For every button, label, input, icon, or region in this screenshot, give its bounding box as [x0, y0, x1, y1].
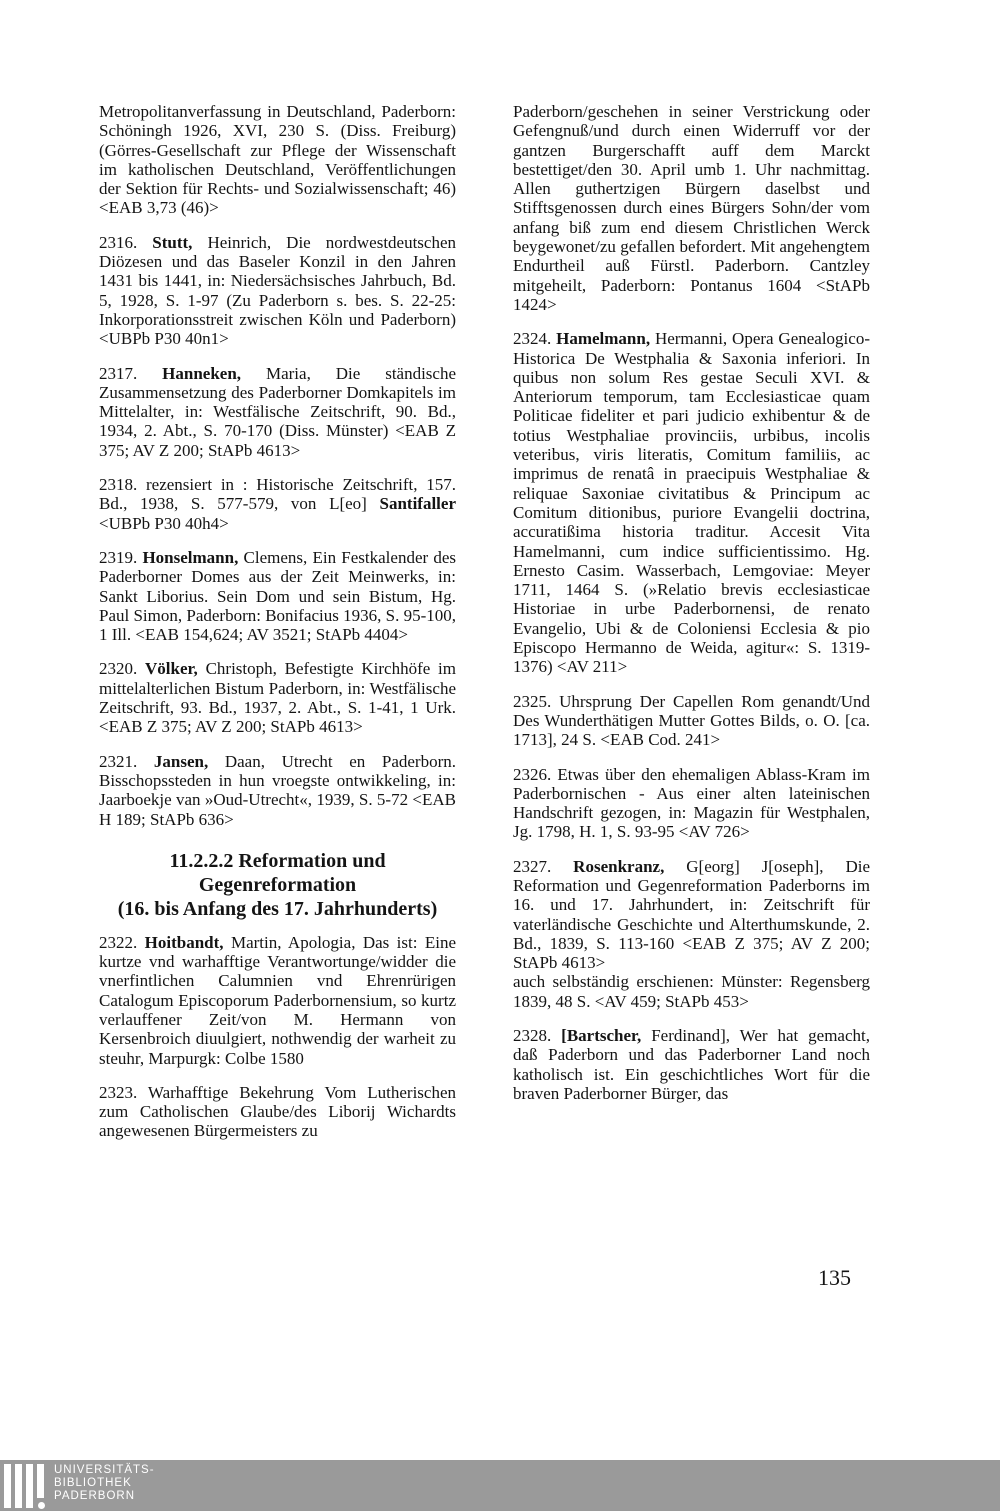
right-column	[513, 102, 870, 1118]
entry-author: Völker,	[145, 659, 198, 679]
library-name	[54, 1464, 155, 1503]
entry-author: Stutt,	[152, 232, 193, 252]
entry-number: 2328.	[513, 1026, 552, 1046]
entry-2319	[99, 548, 456, 644]
entry-2317	[99, 364, 456, 460]
section-heading-line: 11.2.2.2 Reformation und	[169, 849, 386, 872]
entry-2325	[513, 692, 870, 750]
entry-number: 2326.	[513, 764, 552, 784]
entry-text: Hermanni, Opera Genealogico-Historica De Westphalia & Saxonia inferiori. In quibus non solum Res gestae Seculi XVI. & Anteriorum temporum, tam Ecclesiasticae quam Politicae fideliter et pari judicio exhibentur & de totius Westphaliae provinciis, urbibus, incolis veteribus, viris literatis, Comitum familiis, ac imprimus de renatâ in praecipuis Westphaliae & reliquae Saxoniae civitatibus & Principum ac Comitum ditionibus, puriore Evangelii doctrina, accuratißima historia traditur. Accesit Vita Hamelmanni, cum indice sufficientissimo. Hg. Ernesto Casim. Wasserbach, Lemgoviae: Meyer 1711, 1464 S. (»Relatio brevis ecclesiasticae Historiae in urbe Paderbornensi, de renato Evangelio, Ubi & de Coloniensi Ecclesia & pio Episcopo Hermanno de Weida, agitur«: S. 1319-1376) <AV 211>	[513, 329, 870, 677]
entry-author: Jansen,	[153, 751, 209, 771]
entry-2326	[513, 765, 870, 842]
entry-text: Martin, Apologia, Das ist: Eine kurtze vnd warhafftige Verantwortunge/widder die vnerfintlichen Calumnien vnd Ehrenrürigen Catalogum Episcoporum Paderbornensium, so kurtz verlauffener Zeit/von M. Hermann von Kersenbroich diuulgiert, nothwendig der warheit zu steuhr, Marpurgk: Colbe 1580	[99, 932, 457, 1068]
entry-2316	[99, 233, 456, 349]
entry-text: Heinrich, Die nordwestdeutschen Diözesen und das Baseler Konzil in den Jahren 1431 bis 1441, in: Niedersächsisches Jahrbuch, Bd. 5, 1928, S. 1-97 (Zu Paderborn s. bes. S. 22-25: Inkorporationsstreit zwischen Köln und Paderborn) <UBPb P30 40n1>	[99, 232, 457, 349]
entry-text: Ferdinand], Wer hat gemacht, daß Paderborn und das Paderborner Land noch katholisch ist. Ein geschichtliches Wort für die braven Paderborner Bürger, das	[513, 1026, 870, 1103]
entry-intro	[99, 102, 456, 218]
entry-text: Christoph, Befestigte Kirchhöfe im mittelalterlichen Bistum Paderborn, in: Westfälische Zeitschrift, 93. Bd., 1937, 2. Abt., S. 1-41, 1 Urk. <EAB Z 375; AV Z 200; StAPb 4613>	[99, 659, 456, 737]
entry-author: Rosenkranz,	[573, 856, 665, 876]
library-footer	[0, 1460, 1000, 1511]
entry-number: 2317.	[99, 363, 138, 383]
entry-number: 2316.	[99, 232, 138, 252]
left-column	[99, 102, 456, 1156]
entry-2327	[513, 857, 870, 1011]
library-name-line: PADERBORN	[54, 1490, 135, 1502]
entry-number: 2318.	[99, 475, 138, 495]
page-number: 135	[818, 1265, 851, 1290]
entry-text: Clemens, Ein Festkalender des Paderborner Domes aus der Zeit Meinwerks, in: Sankt Liborius. Sein Dom und sein Bistum, Hg. Paul Simon, Paderborn: Bonifacius 1936, S. 95-100, 1 Ill. <EAB 154,624; AV 3521; StAPb 4404>	[99, 547, 457, 645]
entry-text: Paderborn/geschehen in seiner Verstrickung oder Gefengnuß/und durch einen Widerruff vor der gantzen Burgerschafft auff dem Marckt bestettiget/den 30. April umb 1. Uhr nachmittag. Allen guthertzigen Bürgern daselbst und Stifftsgenossen durch eines Bürgers Sohn/der vom anfang biß zum end diesem Christlichen Werck beygewonet/zu gefallen befordert. Mit angehengtem Endurtheil auß Fürstl. Paderborn. Cantzley mitgeheilt, Paderborn: Pontanus 1604 <StAPb 1424>	[513, 102, 870, 314]
entry-author: Hoitbandt,	[144, 932, 224, 952]
entry-text: Maria, Die ständische Zusammensetzung des Paderborner Domkapitels im Mittelalter, in: Westfälische Zeitschrift, 90. Bd., 1934, 2. Abt., S. 70-170 (Diss. Münster) <EAB Z 375; AV Z 200; StAPb 4613>	[99, 363, 457, 460]
entry-author: Santifaller	[379, 494, 456, 514]
entry-2323-continued	[513, 102, 870, 314]
entry-text: Uhrsprung Der Capellen Rom genandt/Und Des Wunderthätigen Mutter Gottes Bilds, o. O. [ca. 1713], 24 S. <EAB Cod. 241>	[513, 691, 871, 750]
entry-text: G[eorg] J[oseph], Die Reformation und Gegenreformation Paderborns im 16. und 17. Jahrhundert, in: Zeitschrift für vaterländische Geschichte und Alterthumskunde, 2. Bd., 1839, S. 113-160 <EAB Z 375; AV Z 200; StAPb 4613>	[513, 856, 870, 973]
entry-text: Etwas über den ehemaligen Ablass-Kram im Paderbornischen - Aus einer alten lateinischen Handschrift gezogen, in: Magazin für Westphalen, Jg. 1798, H. 1, S. 93-95 <AV 726>	[513, 764, 870, 842]
entry-note: auch selbständig erschienen: Münster: Regensberg 1839, 48 S. <AV 459; StAPb 453>	[513, 972, 870, 1011]
entry-2324	[513, 329, 870, 676]
entry-number: 2325.	[513, 691, 552, 711]
library-name-line: UNIVERSITÄTS-	[54, 1464, 155, 1476]
entry-number: 2321.	[99, 751, 138, 771]
section-heading	[99, 849, 456, 921]
entry-2323	[99, 1083, 456, 1141]
entry-number: 2320.	[99, 659, 138, 679]
entry-text: Metropolitanverfassung in Deutschland, Paderborn: Schöningh 1926, XVI, 230 S. (Diss. Freiburg) (Görres-Gesellschaft zur Pflege der Wissenschaft im katholischen Deutschland, Veröffentlichungen der Sektion für Rechts- und Sozialwissenschaft; 46) <EAB 3,73 (46)>	[99, 102, 456, 218]
section-heading-line: (16. bis Anfang des 17. Jahrhunderts)	[117, 897, 438, 920]
entry-author: Honselmann,	[142, 547, 239, 567]
entry-number: 2319.	[99, 547, 138, 567]
entry-number: 2324.	[513, 329, 552, 349]
entry-text: Warhafftige Bekehrung Vom Lutherischen zum Catholischen Glaube/des Liborij Wichardts angewesenen Bürgermeisters zu	[99, 1082, 456, 1141]
entry-number: 2323.	[99, 1082, 138, 1102]
entry-author: Hamelmann,	[556, 329, 651, 349]
entry-author: Hanneken,	[162, 363, 242, 383]
entry-text: Daan, Utrecht en Paderborn. Bisschopssteden in hun vroegste ontwikkeling, in: Jaarboekje van »Oud-Utrecht«, 1939, S. 5-72 <EAB H 189; StAPb 636>	[99, 751, 457, 829]
entry-2322	[99, 933, 456, 1068]
entry-2320	[99, 659, 456, 736]
entry-signature: <UBPb P30 40h4>	[99, 513, 229, 533]
entry-2318	[99, 475, 456, 533]
library-name-line: BIBLIOTHEK	[54, 1477, 132, 1489]
entry-author: [Bartscher,	[561, 1026, 642, 1046]
entry-text: rezensiert in : Historische Zeitschrift, 157. Bd., 1938, S. 577-579, von L[eo]	[99, 475, 456, 514]
logo-dot-icon	[38, 1502, 45, 1509]
entry-number: 2327.	[513, 856, 552, 876]
section-heading-line: Gegenreformation	[198, 873, 357, 896]
entry-2321	[99, 752, 456, 829]
entry-number: 2322.	[99, 932, 138, 952]
entry-2328	[513, 1026, 870, 1103]
